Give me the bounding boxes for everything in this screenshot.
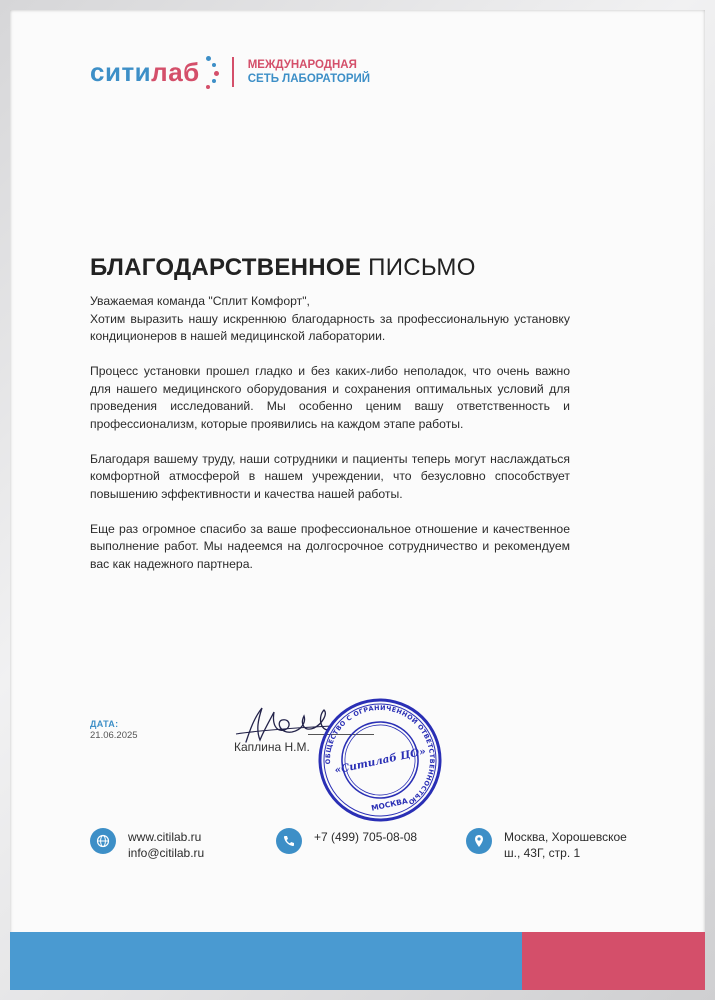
letter-title [90, 254, 476, 282]
website-link[interactable]: www.citilab.ru [128, 830, 202, 844]
phone-icon [276, 828, 302, 854]
address-line-2: ш., 43Г, стр. 1 [504, 846, 581, 860]
date-label: ДАТА: [90, 719, 119, 729]
logo-dots-icon [202, 54, 220, 90]
email-link[interactable]: info@citilab.ru [128, 846, 205, 860]
letter-body [90, 293, 570, 591]
phone-number[interactable]: +7 (499) 705-08-08 [314, 830, 418, 844]
letter-paragraph-2: Процесс установки прошел гладко и без каких-либо неполадок, что очень важно для нашего медицинского оборудования и сохранения оптимальных условий для проведения исследований. Мы особенно ценим вашу ответственность и профессионализм, которые проявились на каждом этапе работы. [90, 364, 570, 431]
letter-title-bold: БЛАГОДАРСТВЕННОЕ [90, 254, 362, 281]
logo-subtitle-line2: СЕТЬ ЛАБОРАТОРИЙ [247, 73, 371, 85]
stamp-city: МОСКВА [370, 796, 409, 813]
logo-subtitle-line1: МЕЖДУНАРОДНАЯ [247, 59, 357, 71]
logo-subtitle [248, 58, 370, 86]
contact-web [90, 828, 204, 861]
map-pin-icon [466, 828, 492, 854]
stamp-ring-text: ОБЩЕСТВО С ОГРАНИЧЕННОЙ ОТВЕТСТВЕННОСТЬЮ [323, 703, 437, 807]
logo-divider [232, 57, 234, 87]
letter-paragraph-4: Еще раз огромное спасибо за ваше профессиональное отношение и качественное выполнение работ. Мы надеемся на долгосрочное сотрудничество и рекомендуем вас как надежного партнера. [90, 521, 570, 571]
globe-icon [90, 828, 116, 854]
letter-greeting: Уважаемая команда "Сплит Комфорт", [90, 294, 310, 308]
letter-sheet [10, 10, 705, 990]
company-stamp [316, 696, 444, 824]
address-line-1: Москва, Хорошевское [504, 830, 627, 844]
logo-word-part2: лаб [151, 57, 200, 87]
footer-bar-blue [10, 932, 522, 990]
letter-paragraph-1: Хотим выразить нашу искреннюю благодарность за профессиональную установку кондиционеров в нашей медицинской лаборатории. [90, 311, 570, 343]
letter-title-light: ПИСЬМО [368, 254, 476, 281]
date-value: 21.06.2025 [90, 730, 138, 741]
logo-word-part1: сити [90, 57, 152, 87]
logo-wordmark [90, 59, 200, 85]
footer-bar-red [522, 932, 705, 990]
signer-name: Каплина Н.М. [234, 740, 310, 754]
contact-phone [276, 828, 417, 854]
contact-address [466, 828, 627, 861]
stamp-center-text: «Ситилаб ЦО» [333, 745, 427, 777]
company-logo [90, 52, 370, 92]
letter-paragraph-3: Благодаря вашему труду, наши сотрудники и пациенты теперь могут наслаждаться комфортной атмосферой в нашем учреждении, что безусловно способствует повышению эффективности и качества нашей работы. [90, 451, 570, 501]
